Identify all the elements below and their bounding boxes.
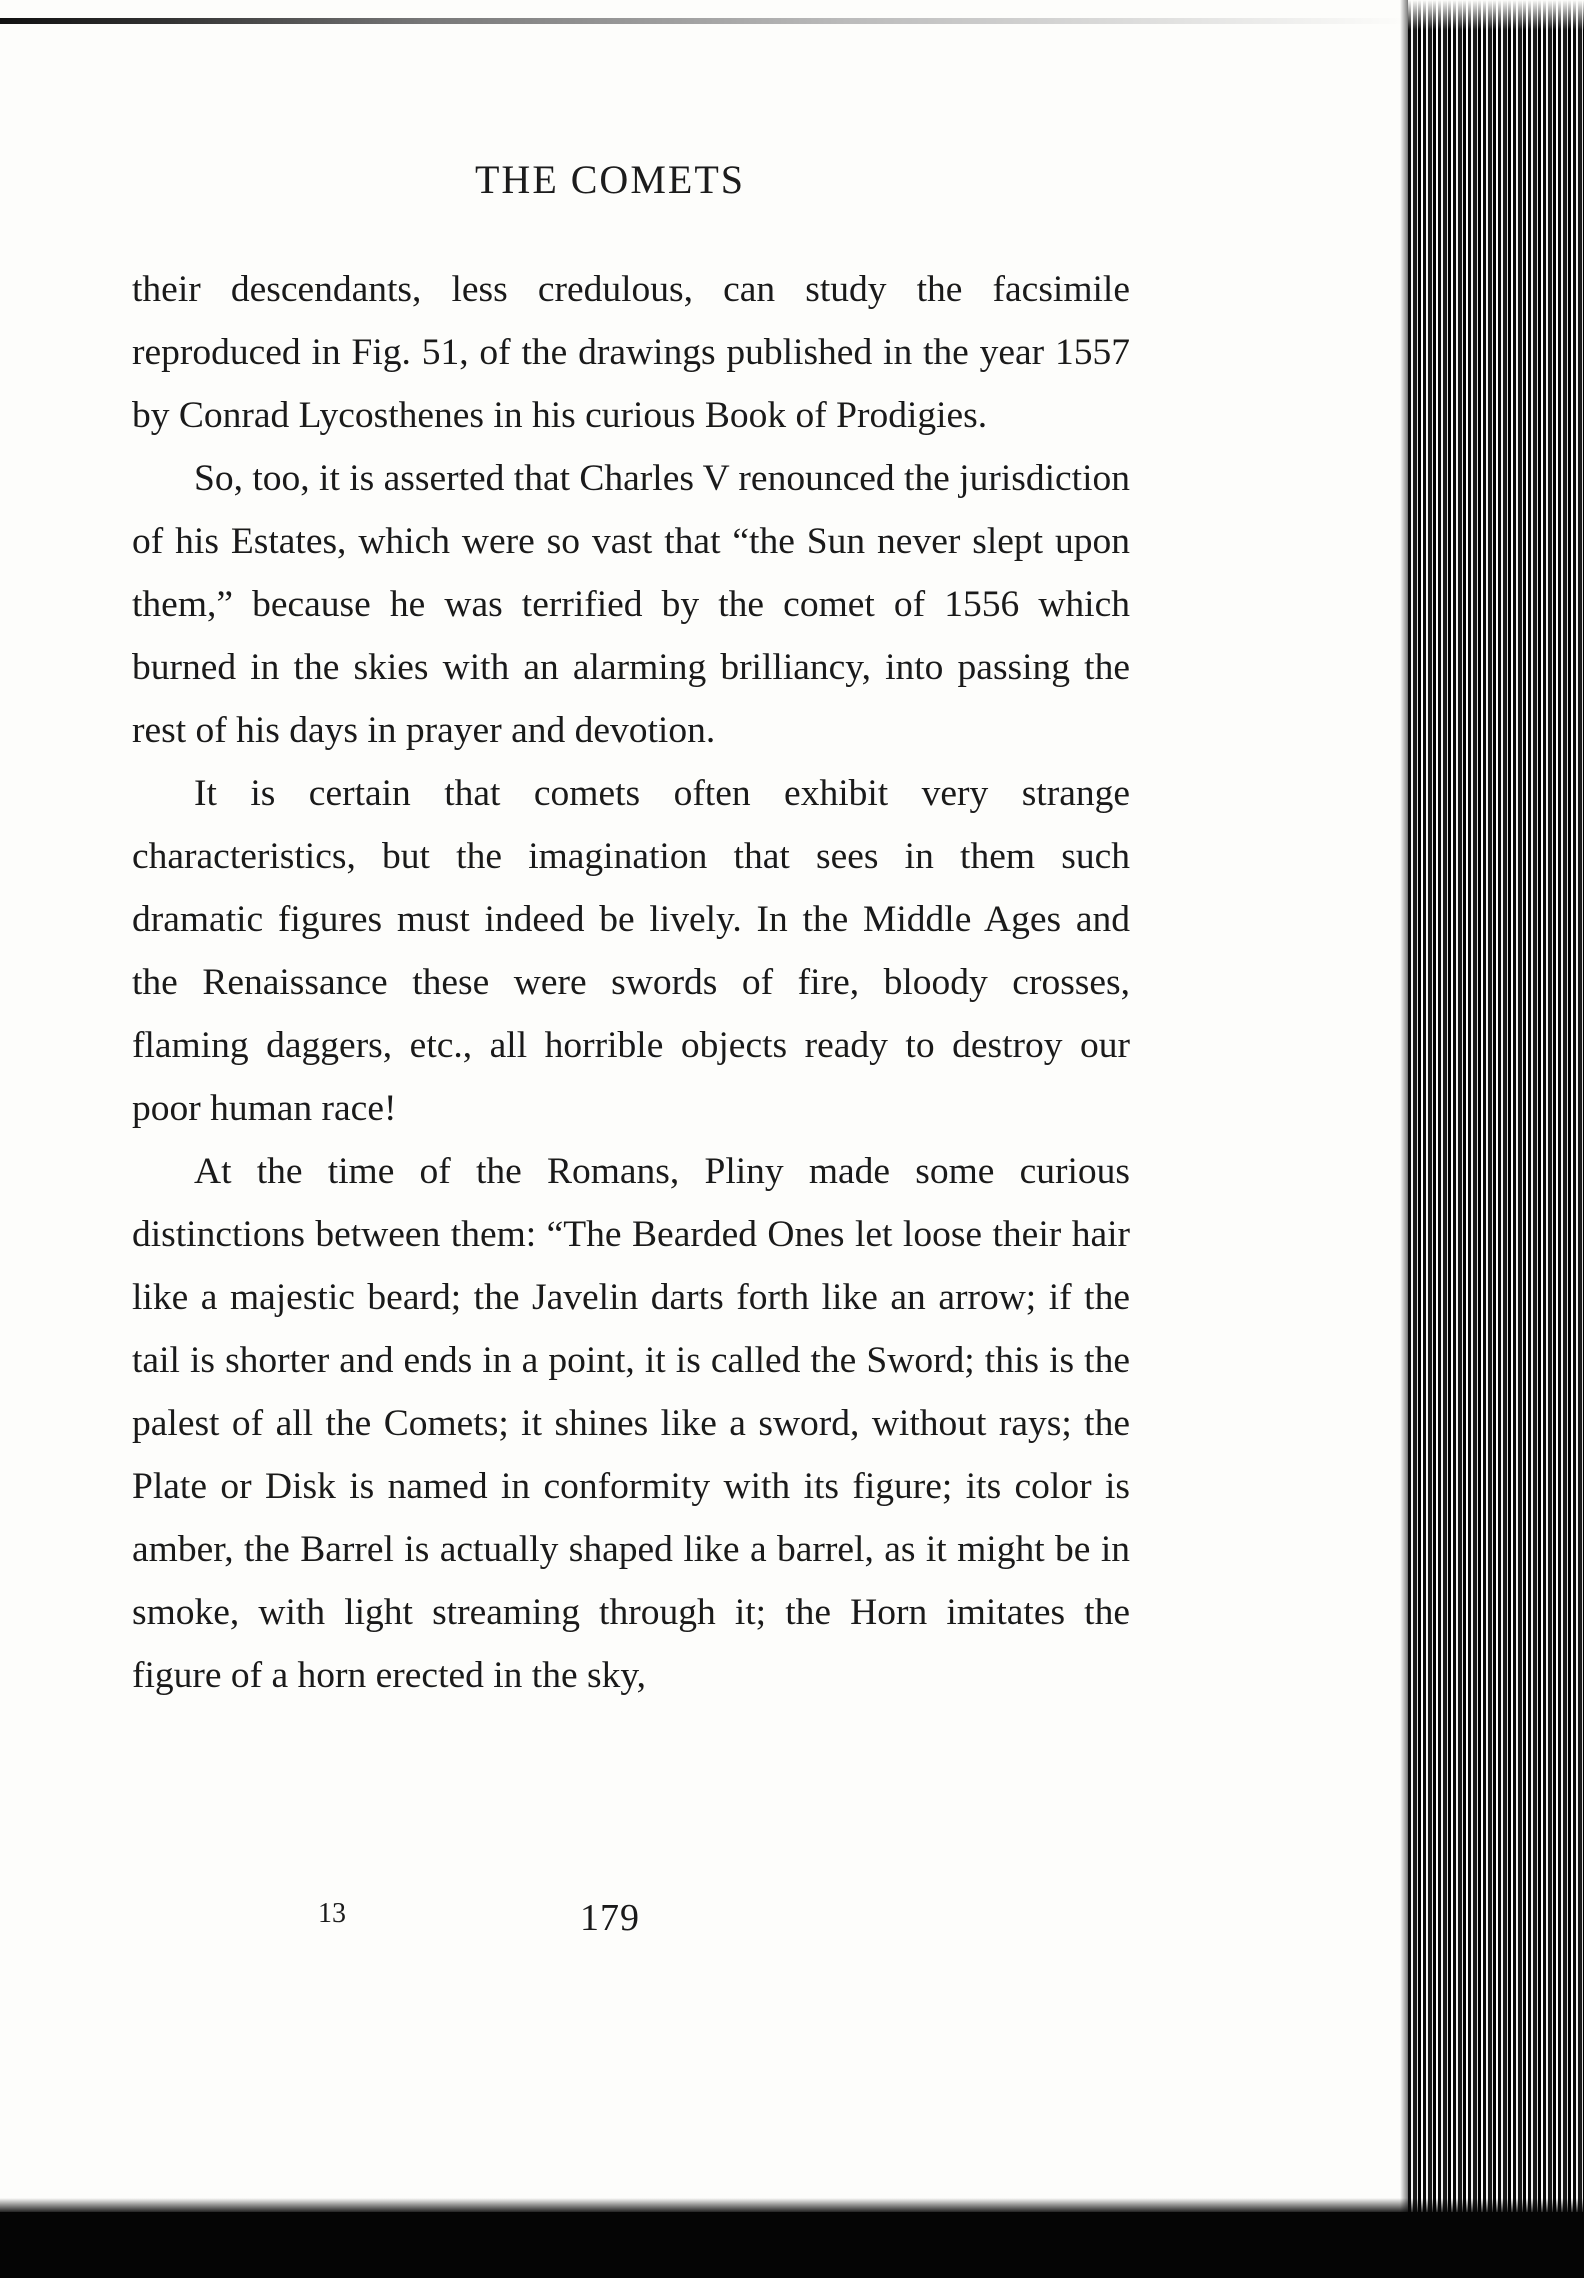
page-number: 179: [580, 1897, 640, 1939]
paragraph-continued: their descendants, less credulous, can study the facsimile reproduced in Fig. 51, of the drawings published in the year 1557 by Conrad Lycosthenes in his curious Book of Prodigies.: [132, 269, 1130, 436]
paragraph-charles-v: So, too, it is asserted that Charles V renounced the jurisdiction of his Estates, which were so vast that “the Sun never slept upon them,” because he was terrified by the comet of 1556 which burned in the skies with an alarming brilliancy, into passing the rest of his days in prayer and devotion.: [132, 458, 1130, 751]
book-fore-edge: [1408, 0, 1584, 2278]
signature-mark: 13: [318, 1898, 346, 1929]
body-text: [132, 258, 1130, 1707]
running-head: THE COMETS: [475, 157, 745, 202]
paragraph-pliny: At the time of the Romans, Pliny made some curious distinctions between them: “The Bearded Ones let loose their hair like a majestic beard; the Javelin darts forth like an arrow; if the tail is shorter and ends in a point, it is called the Sword; this is the palest of all the Comets; it shines like a sword, without rays; the Plate or Disk is named in conformity with its figure; its color is amber, the Barrel is actually shaped like a barrel, as it might be in smoke, with light streaming through it; the Horn imitates the figure of a horn erected in the sky,: [132, 1151, 1130, 1696]
scan-bottom-edge: [0, 2212, 1584, 2278]
paragraph-strange-characteristics: It is certain that comets often exhibit very strange characteristics, but the imagination that sees in them such dramatic figures must indeed be lively. In the Middle Ages and the Renaissance these were swords of fire, bloody crosses, flaming daggers, etc., all horrible objects ready to destroy our poor human race!: [132, 773, 1130, 1129]
fore-edge-fade: [1408, 0, 1584, 30]
scan-top-edge: [0, 18, 1410, 24]
